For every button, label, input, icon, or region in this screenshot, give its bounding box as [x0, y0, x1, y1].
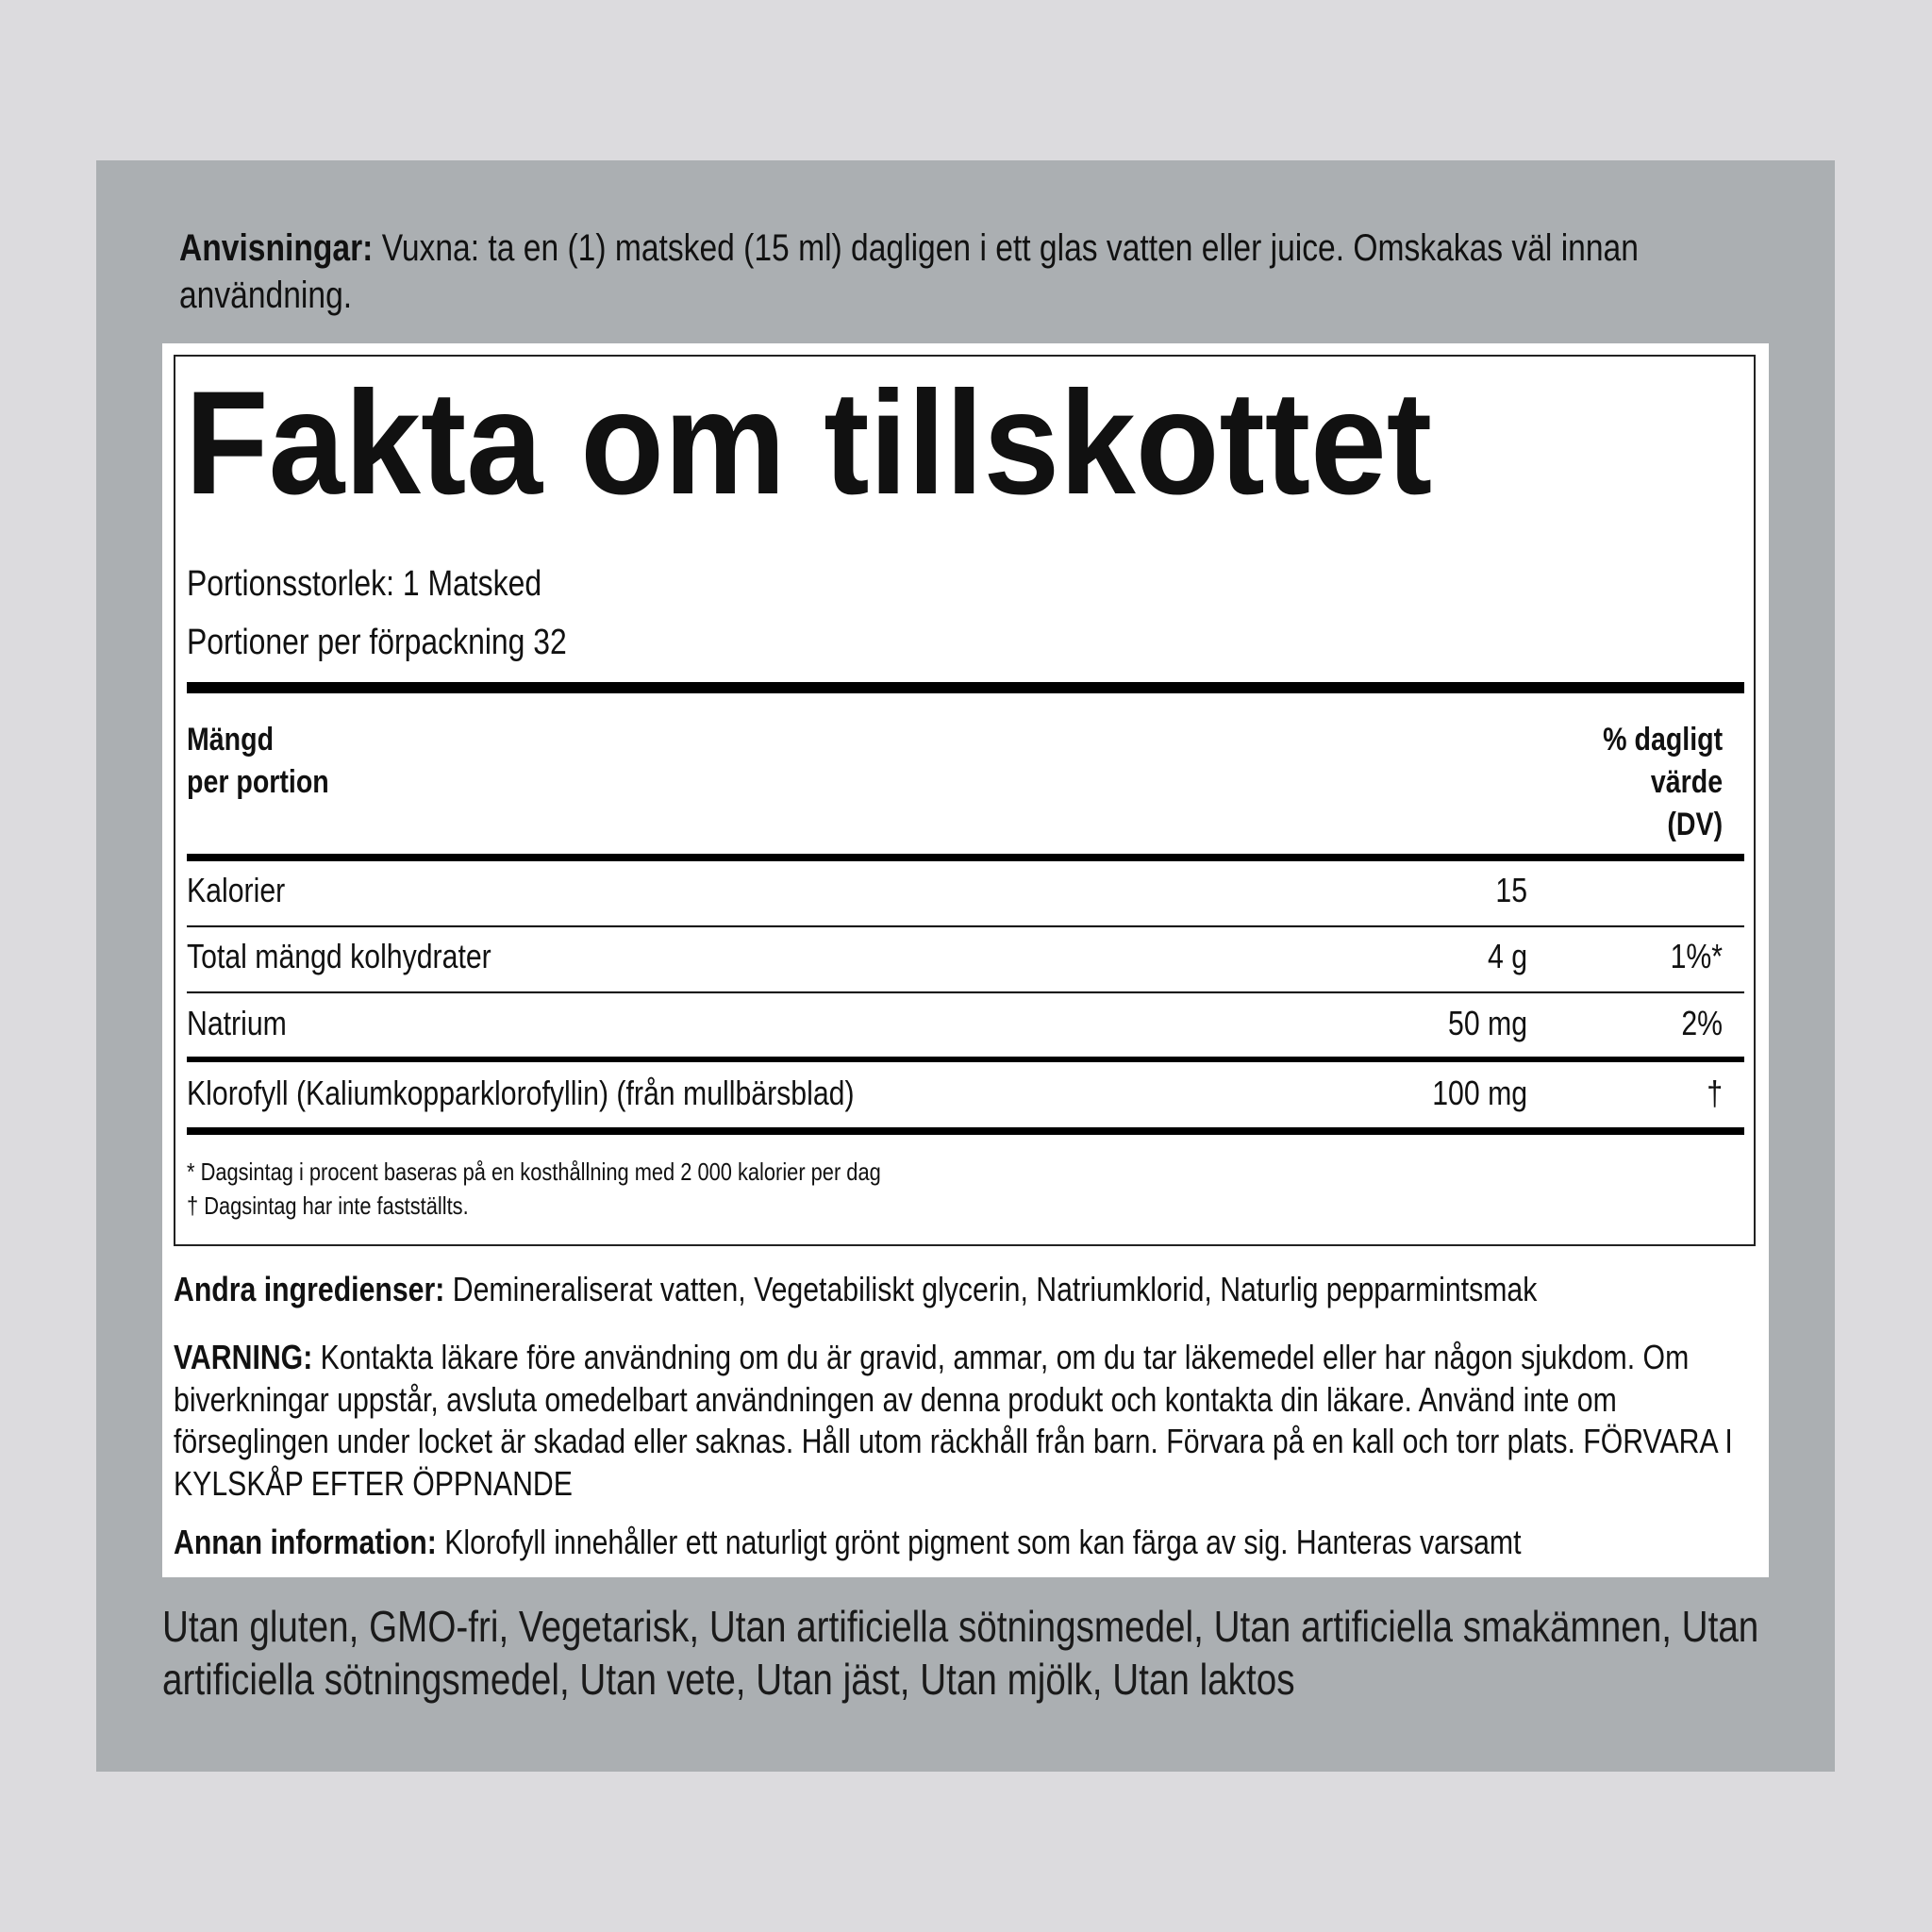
- nutrient-dv: 1%*: [1670, 937, 1723, 975]
- other-info-text: Klorofyll innehåller ett naturligt grönt pigment som kan färga av sig. Hanteras varsamt: [436, 1523, 1522, 1561]
- servings-per-container: Portioner per förpackning 32: [187, 623, 567, 662]
- divider-thick: [187, 854, 1744, 861]
- header-dv-line: % dagligt: [1603, 722, 1723, 758]
- divider-thick: [187, 1127, 1744, 1135]
- other-ingredients-label: Andra ingredienser:: [174, 1270, 445, 1308]
- header-dv: [1603, 719, 1723, 846]
- header-amount-line: Mängd: [187, 722, 275, 758]
- product-claims: Utan gluten, GMO-fri, Vegetarisk, Utan artificiella sötningsmedel, Utan artificiella smakämnen, Utan artificiella sötningsmedel, Utan vete, Utan jäst, Utan mjölk, Utan laktos: [162, 1602, 1759, 1704]
- divider-thin: [187, 925, 1744, 927]
- nutrient-dv: 2%: [1681, 1004, 1723, 1042]
- directions-text: Vuxna: ta en (1) matsked (15 ml) dagligen i ett glas vatten eller juice. Omskakas väl innan användning.: [179, 227, 1639, 316]
- header-amount: [187, 719, 329, 804]
- footnote: * Dagsintag i procent baseras på en kosthållning med 2 000 kalorier per dag: [187, 1158, 881, 1186]
- serving-size: Portionsstorlek: 1 Matsked: [187, 564, 542, 604]
- other-info-label: Annan information:: [174, 1523, 437, 1561]
- nutrient-name: Kalorier: [187, 871, 286, 909]
- header-dv-line: (DV): [1667, 807, 1723, 842]
- header-amount-line: per portion: [187, 764, 329, 800]
- header-dv-line: värde: [1650, 764, 1723, 800]
- other-ingredients-text: Demineraliserat vatten, Vegetabiliskt glycerin, Natriumklorid, Naturlig pepparmintsmak: [444, 1270, 1538, 1308]
- warning-text: Kontakta läkare före användning om du är gravid, ammar, om du tar läkemedel eller har någon sjukdom. Om biverkningar uppstår, avsluta omedelbart användningen av denna produkt och kontakta din läkare. Använd inte om förseglingen under locket är skadad eller saknas. Håll utom räckhåll från barn. Förvara på en kall och torr plats. FÖRVARA I KYLSKÅP EFTER ÖPPNANDE: [174, 1338, 1733, 1503]
- warning: [174, 1337, 1771, 1505]
- nutrient-dv: †: [1707, 1074, 1723, 1112]
- footnote: † Dagsintag har inte fastställts.: [187, 1191, 469, 1220]
- divider-thin: [187, 991, 1744, 993]
- directions: [179, 225, 1804, 319]
- nutrient-amount: 15: [1495, 871, 1527, 909]
- warning-label: VARNING:: [174, 1338, 313, 1376]
- nutrient-amount: 50 mg: [1447, 1004, 1527, 1042]
- divider-thick: [187, 682, 1744, 693]
- nutrient-amount: 4 g: [1487, 937, 1527, 975]
- nutrient-name: Total mängd kolhydrater: [187, 937, 491, 975]
- divider-medium: [187, 1057, 1744, 1062]
- other-ingredients: [174, 1270, 1774, 1308]
- nutrient-name: Klorofyll (Kaliumkopparklorofyllin) (från mullbärsblad): [187, 1074, 855, 1112]
- nutrient-amount: 100 mg: [1432, 1074, 1527, 1112]
- facts-title: Fakta om tillskottet: [185, 361, 1433, 525]
- nutrient-name: Natrium: [187, 1004, 287, 1042]
- other-info: [174, 1525, 1774, 1559]
- directions-label: Anvisningar:: [179, 227, 374, 269]
